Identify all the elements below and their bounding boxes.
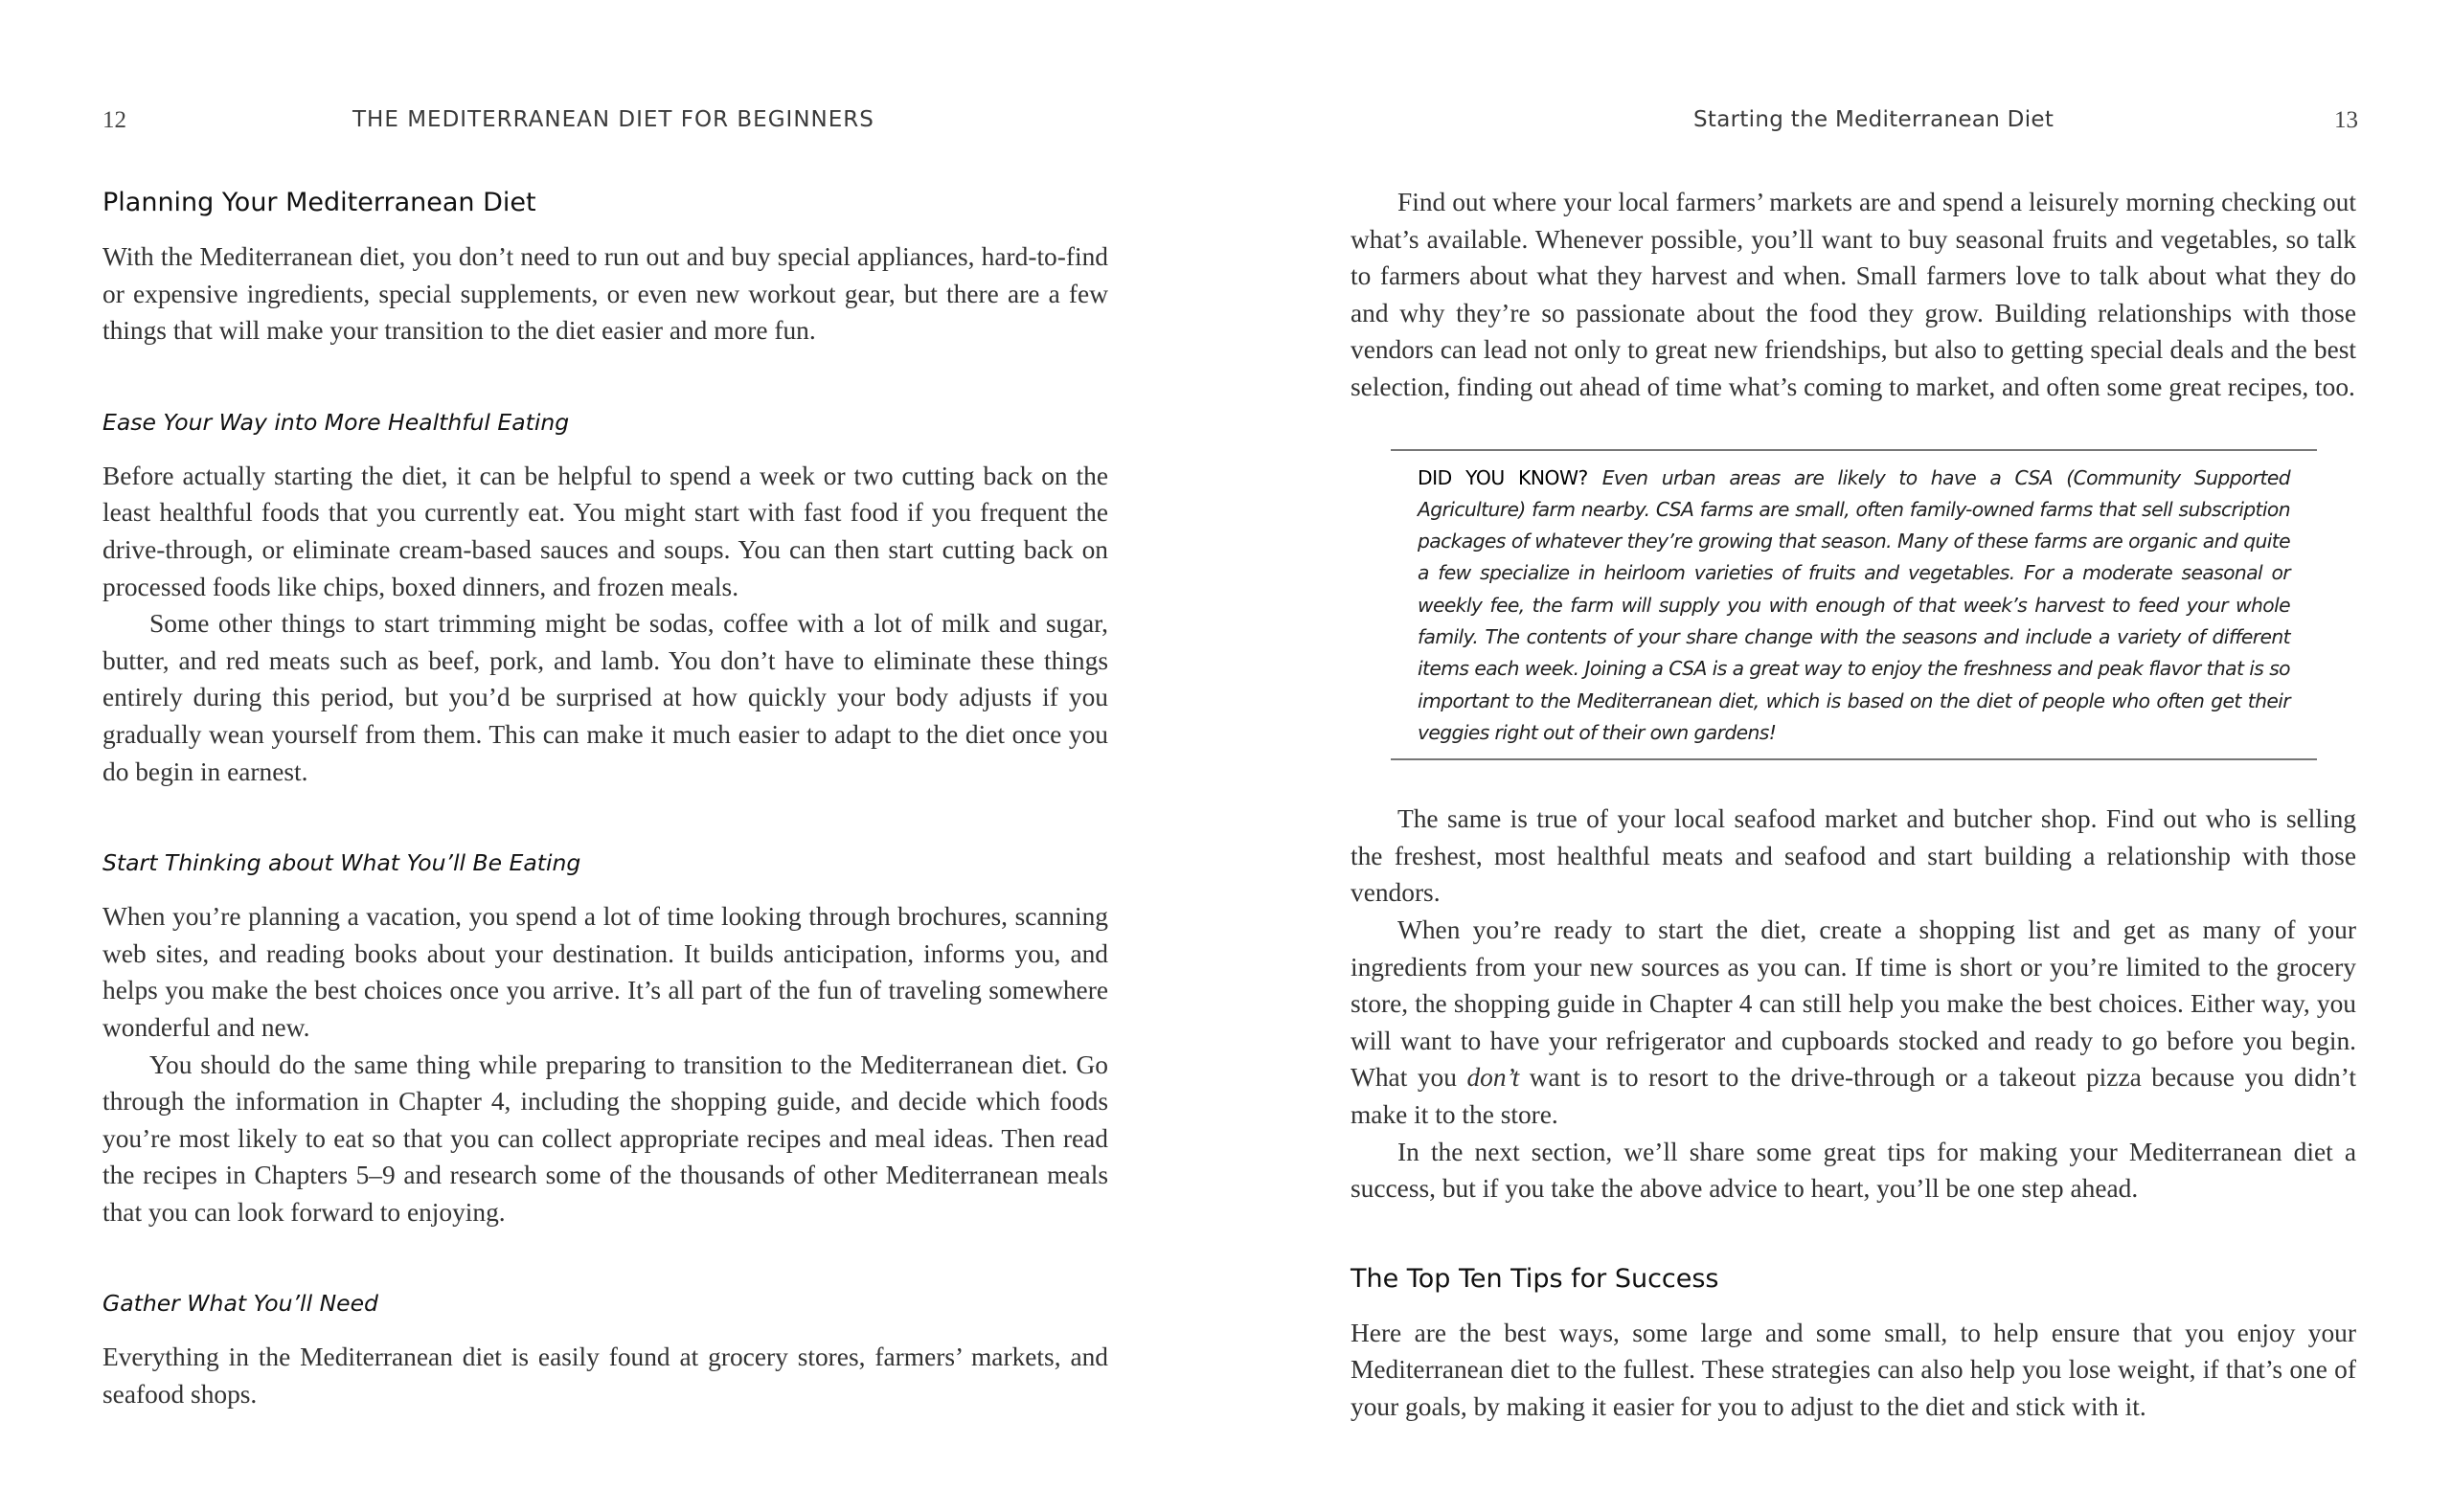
paragraph xyxy=(1351,912,2356,1134)
paragraph: In the next section, we’ll share some great tips for making your Mediterranean diet a success, but if you take the above advice to heart, you’ll be one step ahead. xyxy=(1351,1137,2356,1204)
running-head-right: Starting the Mediterranean Diet xyxy=(1693,107,2055,132)
paragraph: Before actually starting the diet, it can be helpful to spend a week or two cutting back on the least healthful foods that you currently eat. You might start with fast food if you frequent the drive-through, or eliminate cream-based sauces and soups. You can then start cutting back on processed foods like chips, boxed dinners, and frozen meals. xyxy=(102,461,1108,601)
text-run: When you’re ready to start the diet, create a shopping list and get as many of your ingredients from your new sources as you can. If time is short or you’re limited to the grocery store, the shopping guide in Chapter 4 can still help you make the best choices. Either way, you will want to have your refrigerator and cupboards stocked and ready to go before you begin. What you xyxy=(1351,915,2356,1093)
paragraph: Find out where your local farmers’ markets are and spend a leisurely morning checking out what’s available. Whenever possible, you’ll want to buy seasonal fruits and vegetables, so talk to farmers about what they harvest and when. Small farmers love to talk about what they do and why they’re so passionate about the food they grow. Building relationships with those vendors can lead not only to great new friendships, but also to getting special deals and the best selection, finding out ahead of time what’s coming to market, and often some great recipes, too. xyxy=(1351,188,2356,401)
did-you-know-sidebar xyxy=(1391,449,2317,761)
paragraph: When you’re planning a vacation, you spend a lot of time looking through brochures, scanning web sites, and reading books about your destination. It builds anticipation, informs you, and helps you make the best choices once you arrive. It’s all part of the fun of traveling somewhere wonderful and new. xyxy=(102,902,1108,1042)
left-text-column xyxy=(102,184,1108,1413)
paragraph: Here are the best ways, some large and some small, to help ensure that you enjoy your Mediterranean diet to the fullest. These strategies can also help you lose weight, if that’s one of your goals, by making it easier for you to adjust to the diet and stick with it. xyxy=(1351,1318,2356,1421)
page-number-right: 13 xyxy=(2334,107,2358,133)
text-run: want is to resort to the drive-through or a takeout pizza because you didn’t make it to the store. xyxy=(1351,1063,2356,1129)
section-heading-top-ten-tips: The Top Ten Tips for Success xyxy=(1351,1263,1719,1294)
subheading-gather-what-you-need: Gather What You’ll Need xyxy=(102,1290,378,1318)
paragraph: You should do the same thing while preparing to transition to the Mediterranean diet. Go through the information in Chapter 4, including the shopping guide, and decide which foods you’re most likely to eat so that you can collect appropriate recipes and meal ideas. Then read the recipes in Chapters 5–9 and research some of the thousands of other Mediterranean meals that you can look forward to enjoying. xyxy=(102,1049,1108,1227)
intro-paragraph: With the Mediterranean diet, you don’t need to run out and buy special appliances, hard-to-find or expensive ingredients, special supplements, or even new workout gear, but there are a few things that will make your transition to the diet easier and more fun. xyxy=(102,242,1108,346)
paragraph: Some other things to start trimming might be sodas, coffee with a lot of milk and sugar, butter, and red meats such as beef, pork, and lamb. You don’t have to eliminate these things entirely during this period, but you’d be surprised at how quickly your body adjusts if you gradually wean yourself from them. This can make it much easier to adapt to the diet once you do begin in earnest. xyxy=(102,609,1108,786)
sidebar-body: Even urban areas are likely to have a CSA (Community Supported Agriculture) farm nearby. CSA farms are small, often family-owned farms that sell subscription packages of whatever they’re growing that season. Many of these farms are organic and quite a few specialize in heirloom varieties of fruits and vegetables. For a moderate seasonal or weekly fee, the farm will supply you with enough of that week’s harvest to feed your whole family. The contents of your share change with the seasons and include a variety of different items each week. Joining a CSA is a great way to enjoy the freshness and peak flavor that is so important to the Mediterranean diet, which is based on the diet of people who often get their veggies right out of their own gardens! xyxy=(1418,465,2290,744)
page-number-left: 12 xyxy=(102,107,126,133)
subheading-start-thinking: Start Thinking about What You’ll Be Eating xyxy=(102,849,581,877)
paragraph: The same is true of your local seafood market and butcher shop. Find out who is selling the freshest, most healthful meats and seafood and start building a relationship with those vendors. xyxy=(1351,804,2356,908)
emphasis-text: don’t xyxy=(1466,1063,1520,1093)
subheading-ease-your-way: Ease Your Way into More Healthful Eating xyxy=(102,408,570,436)
right-text-column xyxy=(1351,184,2356,1426)
sidebar-label: DID YOU KNOW? xyxy=(1418,465,1588,489)
section-heading-planning: Planning Your Mediterranean Diet xyxy=(102,188,536,217)
right-page xyxy=(1226,0,2452,1512)
paragraph: Everything in the Mediterranean diet is easily found at grocery stores, farmers’ markets, and seafood shops. xyxy=(102,1343,1108,1410)
running-head-left: THE MEDITERRANEAN DIET FOR BEGINNERS xyxy=(352,107,874,132)
